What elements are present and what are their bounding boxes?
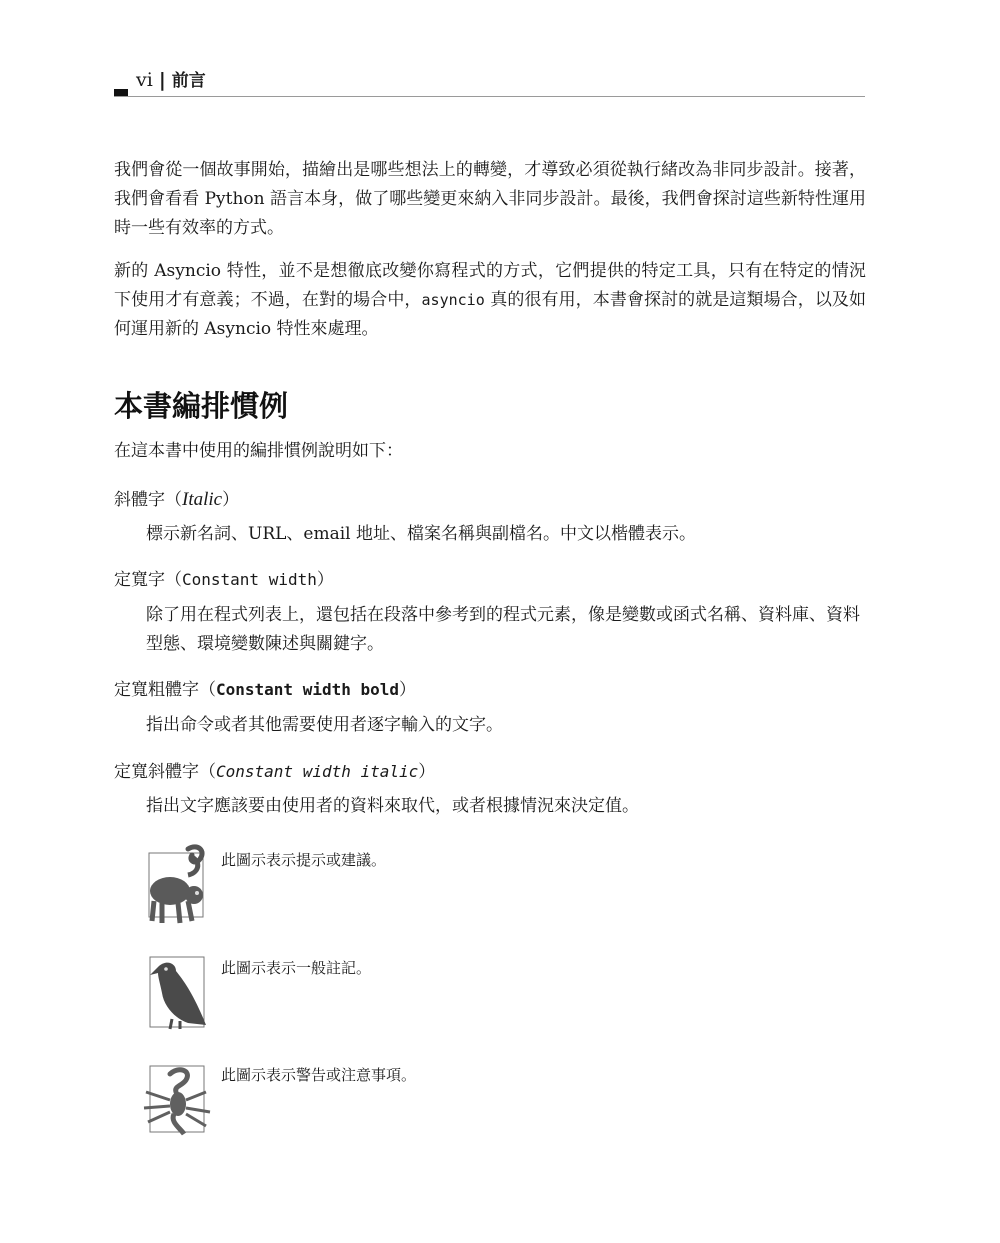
section-heading: 本書編排慣例 bbox=[114, 389, 289, 423]
term-label: 定寬粗體字（ bbox=[114, 680, 216, 700]
paragraph-2-before: 新的 Asyncio 特性，並不是想徹底改變你寫程式的方式，它們提供的特定工具，只有在特定的情況下使用才有意義；不過，在對的場合中， bbox=[114, 261, 866, 310]
scorpion-icon bbox=[140, 1062, 214, 1146]
header-text bbox=[136, 68, 206, 93]
term-description: 指出命令或者其他需要使用者逐字輸入的文字。 bbox=[146, 715, 503, 735]
term-label: 定寬字（ bbox=[114, 570, 182, 590]
paragraph-2 bbox=[114, 257, 866, 344]
term-description: 指出文字應該要由使用者的資料來取代，或者根據情況來決定值。 bbox=[146, 796, 639, 816]
paragraph-2-after: 真的很有用，本書會探討的就是這類場合，以及如何運用新的 Asyncio 特性來處理。 bbox=[114, 290, 867, 339]
running-header bbox=[114, 64, 865, 97]
term-label: 定寬斜體字（ bbox=[114, 762, 216, 782]
note-tip: 此圖示表示提示或建議。 bbox=[221, 851, 387, 869]
chapter-title: 前言 bbox=[171, 71, 206, 91]
term-italic bbox=[114, 487, 239, 513]
paragraph-1: 我們會從一個故事開始，描繪出是哪些想法上的轉變，才導致必須從執行緒改為非同步設計。接著，我們會看看 Python 語言本身，做了哪些變更來納入非同步設計。最後，我們會探討這些新特性運用時一些有效率的方式。 bbox=[114, 160, 866, 238]
term-sample: Italic bbox=[182, 489, 223, 510]
lemur-icon bbox=[140, 843, 214, 927]
term-constant-width bbox=[114, 567, 334, 593]
term-close: ） bbox=[316, 570, 334, 590]
term-label: 斜體字（ bbox=[114, 490, 182, 510]
term-constant-width-italic bbox=[114, 759, 435, 785]
term-close: ） bbox=[222, 490, 240, 510]
header-separator: | bbox=[158, 69, 166, 91]
page-number: vi bbox=[136, 69, 153, 91]
term-constant-width-bold bbox=[114, 677, 416, 703]
term-close: ） bbox=[418, 762, 436, 782]
term-sample: Constant width italic bbox=[216, 762, 419, 781]
crow-icon bbox=[140, 953, 214, 1037]
term-description: 標示新名詞、URL、email 地址、檔案名稱與副檔名。中文以楷體表示。 bbox=[146, 524, 697, 544]
note-general: 此圖示表示一般註記。 bbox=[221, 959, 372, 977]
term-sample: Constant width bold bbox=[216, 680, 400, 699]
section-intro: 在這本書中使用的編排慣例說明如下： bbox=[114, 441, 403, 461]
term-description: 除了用在程式列表上，還包括在段落中參考到的程式元素，像是變數或函式名稱、資料庫、資料型態、環境變數陳述與關鍵字。 bbox=[146, 605, 860, 654]
note-warning: 此圖示表示警告或注意事項。 bbox=[221, 1066, 417, 1084]
term-close: ） bbox=[399, 680, 417, 700]
header-marker bbox=[114, 89, 128, 96]
inline-code: asyncio bbox=[421, 291, 485, 309]
term-sample: Constant width bbox=[182, 570, 317, 589]
